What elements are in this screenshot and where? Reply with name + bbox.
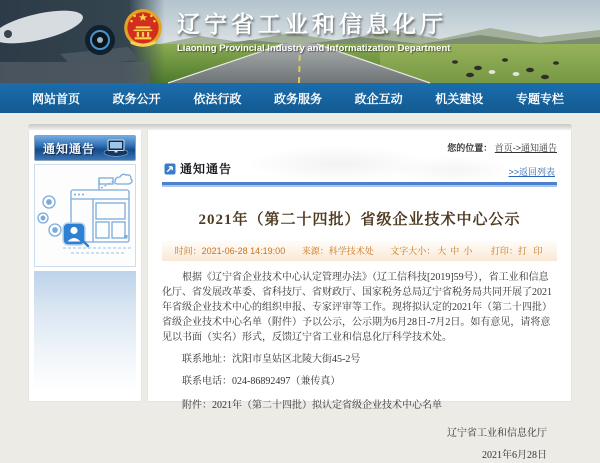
sidebar-reflection-panel — [34, 271, 136, 391]
notice-illustration-icon — [35, 168, 135, 264]
notice-section-icon — [164, 163, 176, 175]
return-list-line — [508, 162, 555, 180]
site-subtitle: Liaoning Provincial Industry and Informatization Department — [177, 43, 451, 54]
fontsize-large-button[interactable]: 大 — [437, 246, 447, 256]
article-panel — [147, 130, 572, 461]
meta-print — [491, 246, 545, 256]
main-nav — [0, 83, 600, 113]
meta-print-label: 打印： — [490, 246, 518, 256]
sidebar — [28, 130, 142, 402]
site-title: 辽宁省工业和信息化厅 — [177, 11, 447, 37]
nav-item-org-building[interactable]: 机关建设 — [435, 91, 484, 106]
meta-fontsize — [390, 246, 474, 256]
section-divider — [162, 182, 557, 185]
contact-phone: 联系电话：024-86892497（兼传真） — [182, 376, 341, 387]
breadcrumb-label: 您的位置： — [447, 143, 493, 153]
site-title-block — [177, 6, 450, 54]
print-button[interactable]: 打 印 — [517, 246, 545, 256]
person-badge-icon — [63, 223, 88, 246]
article-body — [162, 270, 557, 463]
nav-item-law-admin[interactable]: 依法行政 — [193, 91, 242, 106]
meta-time-value: 2021-06-28 14:19:00 — [201, 246, 286, 256]
nav-item-home[interactable]: 网站首页 — [32, 91, 81, 106]
nav-item-interaction[interactable]: 政企互动 — [354, 91, 403, 106]
article-meta-bar — [162, 241, 557, 261]
return-list-link[interactable]: >>返回列表 — [508, 167, 555, 177]
site-logo[interactable] — [122, 6, 450, 54]
attachment-link[interactable]: 附件：2021年（第二十四批）拟认定省级企业技术中心名单 — [182, 400, 442, 411]
china-national-emblem-icon — [122, 6, 164, 54]
sidebar-illustration — [34, 164, 136, 267]
meta-time-label: 时间： — [174, 246, 202, 256]
meta-fontsize-label: 文字大小： — [390, 246, 436, 256]
article-paragraph: 根据《辽宁省企业技术中心认定管理办法》（辽工信科技[2019]59号），省工业和信息化厅、省发展改革委、省科技厅、省财政厅、国家税务总局辽宁省税务局共同开展了2021年省级企业技术中心的组织申报、专家评审等工作。现将拟认定的2021年（第二十四批）省级企业技术中心名单（附件）予以公示，公示期为6月28日-7月2日。如有意见，请将意见以书面（实名）形式，反馈辽宁省工业和信息化厅科学技术处。 — [162, 272, 552, 343]
nav-item-gov-services[interactable]: 政务服务 — [273, 91, 322, 106]
sidebar-notice-label: 通知通告 — [43, 141, 96, 156]
nav-item-special-topics[interactable]: 专题专栏 — [515, 91, 564, 106]
section-title: 通知通告 — [180, 162, 233, 176]
article-title: 2021年（第二十四批）省级企业技术中心公示 — [198, 212, 521, 228]
computer-icon — [102, 139, 130, 157]
breadcrumb-path[interactable]: 首页->通知通告 — [494, 143, 557, 153]
meta-source-label: 来源： — [301, 246, 329, 256]
article-panel-header — [162, 136, 557, 182]
article-signature: 辽宁省工业和信息化厅 — [447, 428, 547, 439]
meta-time — [175, 246, 286, 256]
breadcrumb — [447, 141, 557, 154]
fontsize-small-button[interactable]: 小 — [463, 246, 473, 256]
section-header — [164, 160, 232, 177]
meta-source-value: 科学技术处 — [328, 246, 374, 256]
site-header — [0, 0, 600, 83]
nav-item-gov-disclosure[interactable]: 政务公开 — [112, 91, 161, 106]
content-area — [28, 130, 572, 461]
meta-source — [302, 246, 374, 256]
fontsize-medium-button[interactable]: 中 — [450, 246, 460, 256]
contact-address: 联系地址：沈阳市皇姑区北陵大街45-2号 — [182, 354, 361, 365]
sidebar-notice-button[interactable] — [34, 135, 136, 161]
article-date: 2021年6月28日 — [482, 450, 547, 461]
